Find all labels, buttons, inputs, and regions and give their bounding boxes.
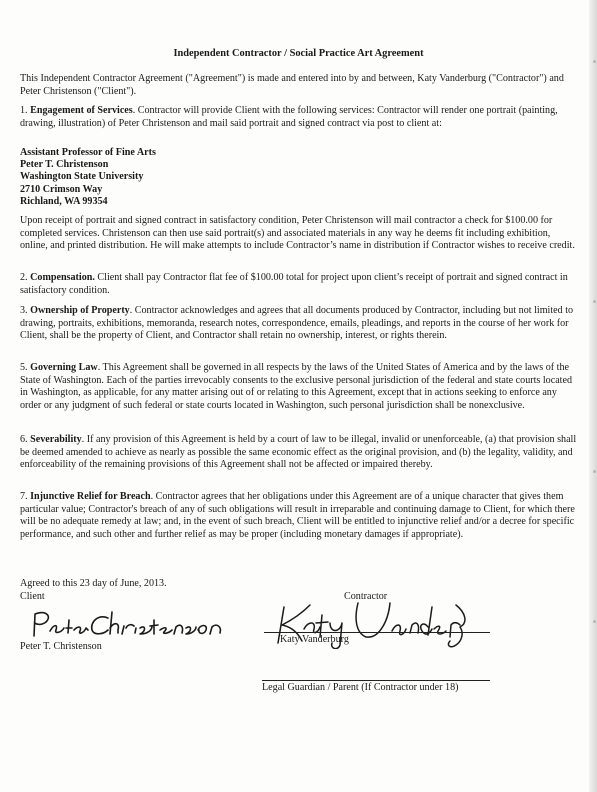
address-line: 2710 Crimson Way <box>20 183 103 195</box>
section-heading: Injunctive Relief for Breach <box>30 491 151 502</box>
address-line: Richland, WA 99354 <box>20 195 108 207</box>
agreement-date-line: Agreed to this 23 day of June, 2013. <box>20 578 167 589</box>
client-signature <box>28 606 228 642</box>
section-heading: Ownership of Property <box>30 305 130 316</box>
address-line: Peter T. Christenson <box>20 159 109 171</box>
section-heading: Compensation. <box>30 272 95 283</box>
client-printed-name: Peter T. Christenson <box>20 641 102 652</box>
contractor-printed-name: Katy Vanderburg <box>280 634 349 645</box>
section-text: . This Agreement shall be governed in all respects by the laws of the United States of America and by the laws of the State of Washington. Each of the parties irrevocably consents to the exclusive personal jurisdiction of the federal and state courts located in Washington, as applicable, for any matter arising out of or relating to this Agreement, except that in actions seeking to enforce any order or any judgment of such federal or state courts located in Washington, such personal jurisdiction shall be nonexclusive. <box>20 362 573 412</box>
section-heading: Severability <box>30 434 82 445</box>
section-compensation <box>20 272 580 297</box>
section-engagement <box>20 105 580 130</box>
section-governing-law <box>20 362 580 413</box>
scan-speck <box>593 470 596 473</box>
section-number: 3. <box>20 305 28 316</box>
mailing-address <box>20 147 156 208</box>
section-injunctive-relief <box>20 491 580 542</box>
section-text: Client shall pay Contractor flat fee of $100.00 total for project upon client’s receipt of portrait and signed contract in satisfactory condition. <box>20 272 568 296</box>
address-line: Washington State University <box>20 171 144 183</box>
engagement-followup-paragraph: Upon receipt of portrait and signed contract in satisfactory condition, Peter Christenson will mail contractor a check for $100.00 for completed services. Christenson can then use said portrait(s) and associated materials in any way he deems fit including exhibition, online, and printed distribution. He will make attempts to include Contractor’s name in distribution if Contractor wishes to receive credit. <box>20 215 575 252</box>
section-number: 5. <box>20 362 28 373</box>
scan-speck <box>593 60 596 63</box>
section-number: 6. <box>20 434 28 445</box>
section-ownership <box>20 305 580 343</box>
section-text: . If any provision of this Agreement is held by a court of law to be illegal, invalid or unenforceable, (a) that provision shall be deemed amended to achieve as nearly as possible the same economic effect as the original provision, and (b) the legality, validity, and enforceability of the remaining provisions of this Agreement shall not be affected or impaired thereby. <box>20 434 577 471</box>
scan-speck <box>593 620 596 623</box>
section-text: . Contractor will provide Client with the following services: Contractor will render one portrait (painting, drawing, illustration) of Peter Christenson and mail said portrait and signed contract via post to client at: <box>20 105 558 129</box>
scan-edge <box>589 0 597 792</box>
guardian-label: Legal Guardian / Parent (If Contractor under 18) <box>262 682 459 693</box>
contractor-signature-line <box>264 632 490 633</box>
section-number: 1. <box>20 105 28 116</box>
section-number: 2. <box>20 272 28 283</box>
address-line: Assistant Professor of Fine Arts <box>20 147 156 158</box>
section-number: 7. <box>20 491 28 502</box>
section-heading: Engagement of Services <box>30 105 133 116</box>
section-severability <box>20 434 580 472</box>
agreement-title: Independent Contractor / Social Practice Art Agreement <box>173 48 424 59</box>
contractor-label: Contractor <box>344 591 388 602</box>
intro-paragraph: This Independent Contractor Agreement ("Agreement") is made and entered into by and between, Katy Vanderburg ("Contractor") and Peter Christenson ("Client"). <box>20 73 564 97</box>
scan-speck <box>593 300 596 303</box>
client-label: Client <box>20 591 45 602</box>
guardian-signature-line <box>262 680 490 681</box>
section-text: . Contractor acknowledges and agrees that all documents produced by Contractor, including but not limited to drawing, portraits, exhibitions, memoranda, research notes, correspondence, emails, pleadings, and reports in the course of her work for Client, shall be the property of Client, and Contractor shall retain no ownership, interest, or rights therein. <box>20 305 574 342</box>
section-text: . Contractor agrees that her obligations under this Agreement are of a unique character that gives them particular value; Contractor's breach of any of such obligations will result in irreparable and continuing damage to Client, for which there will be no adequate remedy at law; and, in the event of such breach, Client will be entitled to injunctive relief and/or a decree for specific performance, and such other and further relief as may be proper (including monetary damages if appropriate). <box>20 491 575 541</box>
section-heading: Governing Law <box>30 362 98 373</box>
